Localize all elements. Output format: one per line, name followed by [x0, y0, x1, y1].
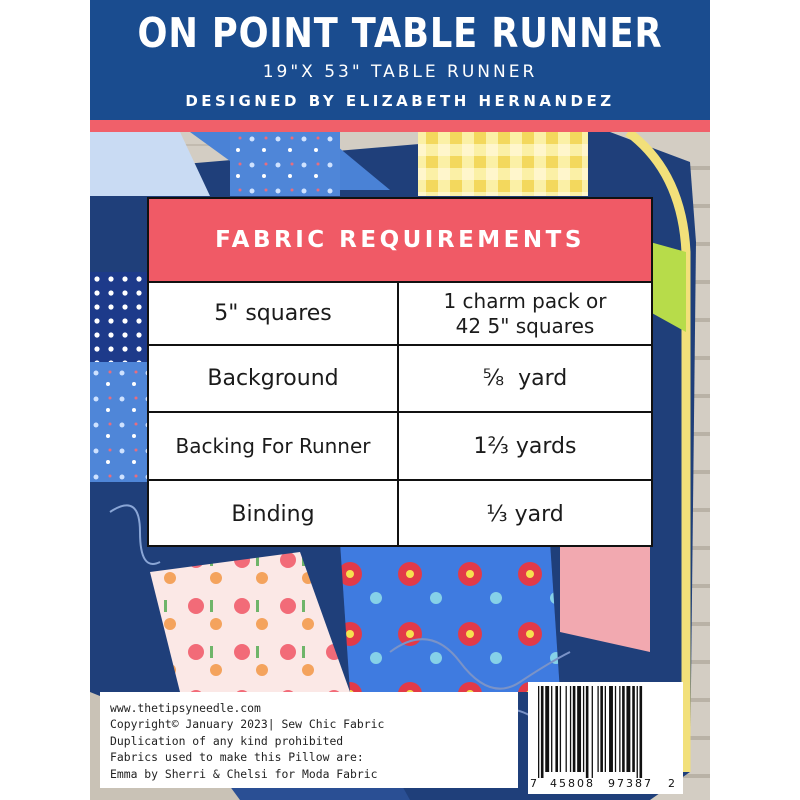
barcode [528, 682, 683, 794]
barcode-bar [551, 686, 552, 772]
barcode-bar [626, 686, 630, 772]
requirement-amount-line-2: 42 5" squares [455, 313, 595, 338]
barcode-bar [570, 686, 571, 772]
requirement-item: Backing For Runner [149, 413, 399, 479]
barcode-bar [615, 686, 616, 772]
fabric-requirements-heading: FABRIC REQUIREMENTS [149, 199, 651, 283]
copyright-text: Copyright© January 2023| Sew Chic Fabric [110, 717, 385, 732]
barcode-bar [637, 686, 638, 778]
pattern-cover [90, 0, 710, 800]
barcode-bar [555, 686, 558, 772]
barcode-bar [609, 686, 613, 772]
barcode-group-right: 97387 [608, 777, 653, 790]
barcode-bar [592, 686, 593, 778]
requirement-amount-line-1: 1 charm pack or [443, 288, 607, 313]
requirement-item: Background [149, 346, 399, 411]
duplication-notice: Duplication of any kind prohibited [110, 733, 344, 748]
barcode-bar [560, 686, 561, 772]
barcode-bar [619, 686, 620, 772]
table-row [149, 481, 651, 547]
barcode-bar [605, 686, 606, 772]
table-row [149, 413, 651, 481]
header-band [90, 0, 710, 120]
barcode-bar [577, 686, 581, 772]
footer-info [100, 692, 518, 788]
requirement-amount: ⅝ yard [482, 366, 568, 391]
accent-divider [90, 120, 710, 132]
requirement-amount: 1⅔ yards [473, 433, 577, 459]
barcode-group-left: 45808 [550, 777, 595, 790]
barcode-bars-icon [536, 686, 676, 778]
requirement-amount [399, 283, 651, 344]
barcode-bar [583, 686, 584, 772]
requirement-item: 5" squares [149, 283, 399, 344]
barcode-bar [586, 686, 589, 778]
barcode-bar [600, 686, 603, 772]
website-link[interactable]: www.thetipsyneedle.com [110, 701, 261, 715]
barcode-bar [573, 686, 576, 772]
table-row [149, 283, 651, 346]
fabrics-used-label: Fabrics used to make this Pillow are: [110, 750, 364, 765]
designer-credit: DESIGNED BY ELIZABETH HERNANDEZ [185, 92, 615, 110]
barcode-digit-last: 2 [668, 777, 675, 790]
requirement-amount: ⅓ yard [486, 501, 564, 527]
fabrics-credit: Emma by Sherri & Chelsi for Moda Fabric [110, 766, 378, 781]
fabric-requirements-table [147, 197, 653, 547]
table-row [149, 346, 651, 413]
barcode-bar [538, 686, 539, 778]
barcode-bar [566, 686, 567, 772]
barcode-digits [528, 777, 683, 791]
barcode-bar [597, 686, 598, 772]
barcode-bar [541, 686, 544, 778]
barcode-bar [640, 686, 643, 778]
barcode-bar [632, 686, 635, 772]
pattern-subtitle: 19"X 53" TABLE RUNNER [262, 62, 538, 82]
barcode-bar [545, 686, 549, 772]
requirement-item: Binding [149, 481, 399, 547]
barcode-bar [622, 686, 625, 772]
pattern-title: ON POINT TABLE RUNNER [137, 9, 663, 57]
barcode-digit-first: 7 [530, 777, 537, 790]
